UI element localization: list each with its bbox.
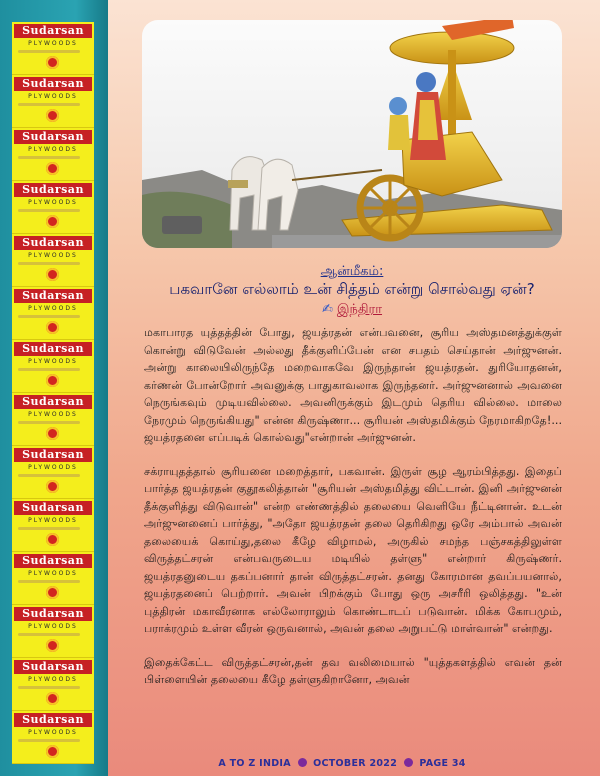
seal-icon xyxy=(46,215,59,228)
article-body xyxy=(144,324,562,705)
sudarsan-logo-tile xyxy=(12,128,94,181)
seal-icon xyxy=(46,639,59,652)
seal-icon xyxy=(46,374,59,387)
seal-icon xyxy=(46,745,59,758)
brand-subline: PLYWOODS xyxy=(28,40,78,47)
tagline-mark xyxy=(18,474,80,477)
seal-icon xyxy=(46,321,59,334)
seal-icon xyxy=(46,109,59,122)
sudarsan-logo-tile xyxy=(12,552,94,605)
tagline-mark xyxy=(18,156,80,159)
brand-name: Sudarsan xyxy=(14,183,92,197)
tagline-mark xyxy=(18,421,80,424)
sponsor-strip xyxy=(12,22,94,764)
brand-subline: PLYWOODS xyxy=(28,305,78,312)
tagline-mark xyxy=(18,315,80,318)
pen-icon: ✍ xyxy=(321,302,333,317)
tagline-mark xyxy=(18,527,80,530)
tagline-mark xyxy=(18,633,80,636)
tagline-mark xyxy=(18,686,80,689)
brand-subline: PLYWOODS xyxy=(28,570,78,577)
brand-name: Sudarsan xyxy=(14,554,92,568)
sudarsan-logo-tile xyxy=(12,234,94,287)
seal-icon xyxy=(46,427,59,440)
chariot-illustration xyxy=(142,20,562,248)
paragraph-3: இதைக்கேட்ட விருத்தட்சரன்,தன் தவ வலிமையால் "யுத்தகளத்தில் எவன் தன் பிள்ளையின் தலையை கீழே தள்ளுகிறானோ, அவன் xyxy=(144,655,562,686)
sudarsan-logo-tile xyxy=(12,393,94,446)
brand-name: Sudarsan xyxy=(14,501,92,515)
tagline-mark xyxy=(18,739,80,742)
seal-icon xyxy=(46,533,59,546)
sudarsan-logo-tile xyxy=(12,605,94,658)
brand-name: Sudarsan xyxy=(14,342,92,356)
sudarsan-logo-tile xyxy=(12,499,94,552)
article-title: பகவானே எல்லாம் உன் சித்தம் என்று சொல்வது ஏன்? xyxy=(169,280,535,298)
brand-subline: PLYWOODS xyxy=(28,676,78,683)
author-name: இந்திரா xyxy=(336,302,383,317)
seal-icon xyxy=(46,162,59,175)
sudarsan-logo-tile xyxy=(12,711,94,764)
brand-name: Sudarsan xyxy=(14,130,92,144)
brand-name: Sudarsan xyxy=(14,289,92,303)
brand-subline: PLYWOODS xyxy=(28,517,78,524)
tagline-mark xyxy=(18,209,80,212)
brand-subline: PLYWOODS xyxy=(28,199,78,206)
brand-subline: PLYWOODS xyxy=(28,358,78,365)
bullet-dot-icon xyxy=(298,758,307,767)
sudarsan-logo-tile xyxy=(12,446,94,499)
page-number: PAGE 34 xyxy=(419,758,466,769)
byline xyxy=(152,302,552,318)
sudarsan-logo-tile xyxy=(12,340,94,393)
brand-subline: PLYWOODS xyxy=(28,464,78,471)
magazine-name: A TO Z INDIA xyxy=(218,758,291,769)
section-category: ஆன்மீகம்: xyxy=(320,264,384,279)
issue-date: OCTOBER 2022 xyxy=(313,758,398,769)
brand-name: Sudarsan xyxy=(14,607,92,621)
sudarsan-logo-tile xyxy=(12,658,94,711)
tagline-mark xyxy=(18,580,80,583)
paragraph-2: சக்ராயுதத்தால் சூரியனை மறைத்தார், பகவான். இருள் சூழ ஆரம்பித்தது. இதைப் பார்த்த ஜயத்ரதன் குதூகலித்தான் "சூரியன் அஸ்தமித்து விட்டான். இனி அர்ஜுனன் தீக்குளித்து விடுவான்" என்ற எண்ணத்தில் தலையை வெளியே நீட்டினான். உடன் அர்ஜுனனைப் பார்த்து, "அதோ ஜயத்ரதன் தலை தெரிகிறது ஒரே அம்பால் அவன் தலையைக் கொய்து,தலை கீழே விழாமல், அருகில் சமந்த பஞ்சகத்திலுள்ள விருத்தட்சரன் என்பவருடைய மடியில் தள்ளு" என்றார் கிருஷ்ணர். ஜயத்ரதனுடைய தகப்பனார் தான் விருத்தட்சரன். தனது கோரமான தவப்பயனால், ஜயத்ரதனைப் பெற்றார். அவன் பிறக்கும் போது ஒரு அசரீரி ஒலித்தது. "உன் புத்திரன் மகாவீரனாக எல்லோராலும் கொண்டாடப் படுவான். மிக்க கோபமும், பராக்ரமும் உள்ள வீரன் ஒருவனால், அவன் தலை அறுபட்டு மாள்வான்" என்றது. xyxy=(144,464,562,635)
seal-icon xyxy=(46,692,59,705)
bullet-dot-icon xyxy=(404,758,413,767)
brand-subline: PLYWOODS xyxy=(28,93,78,100)
chariot-photo xyxy=(142,20,562,248)
tagline-mark xyxy=(18,262,80,265)
seal-icon xyxy=(46,480,59,493)
tagline-mark xyxy=(18,50,80,53)
sudarsan-logo-tile xyxy=(12,75,94,128)
brand-name: Sudarsan xyxy=(14,395,92,409)
seal-icon xyxy=(46,56,59,69)
tagline-mark xyxy=(18,368,80,371)
brand-subline: PLYWOODS xyxy=(28,623,78,630)
seal-icon xyxy=(46,586,59,599)
brand-name: Sudarsan xyxy=(14,236,92,250)
brand-subline: PLYWOODS xyxy=(28,252,78,259)
brand-name: Sudarsan xyxy=(14,660,92,674)
paragraph-1: மகாபாரத யுத்தத்தின் போது, ஜயத்ரதன் என்பவனை, சூரிய அஸ்தமனத்துக்குள் கொன்று விடுவேன் அல்லது தீக்குளிப்பேன் என சபதம் செய்தான் அர்ஜுனன். அன்று காலையிலிருந்தே மறைவாகவே இருந்தான் ஜயத்ரதன். துரியோதனன், கர்ணன் போன்றோர் அவனுக்கு பாதுகாவலாக இருந்தனர். அர்ஜுனனால் அவனை நெருங்கவும் முடியவில்லை. அவனிருக்கும் இடமும் தெரிய வில்லை. மாலை நேரமும் நெருங்கியது" என்ன கிருஷ்ணா... சூரியன் அஸ்தமிக்கும் நேரமாகிறதே!... ஜயத்ரதனை எப்படிக் கொல்வது"என்றான் அர்ஜுனன். xyxy=(144,326,562,444)
sudarsan-logo-tile xyxy=(12,22,94,75)
tagline-mark xyxy=(18,103,80,106)
brand-name: Sudarsan xyxy=(14,448,92,462)
page-footer xyxy=(182,758,502,769)
sidebar-banner xyxy=(0,0,108,776)
seal-icon xyxy=(46,268,59,281)
sudarsan-logo-tile xyxy=(12,287,94,340)
brand-subline: PLYWOODS xyxy=(28,411,78,418)
brand-subline: PLYWOODS xyxy=(28,729,78,736)
brand-name: Sudarsan xyxy=(14,77,92,91)
sudarsan-logo-tile xyxy=(12,181,94,234)
brand-subline: PLYWOODS xyxy=(28,146,78,153)
brand-name: Sudarsan xyxy=(14,713,92,727)
brand-name: Sudarsan xyxy=(14,24,92,38)
